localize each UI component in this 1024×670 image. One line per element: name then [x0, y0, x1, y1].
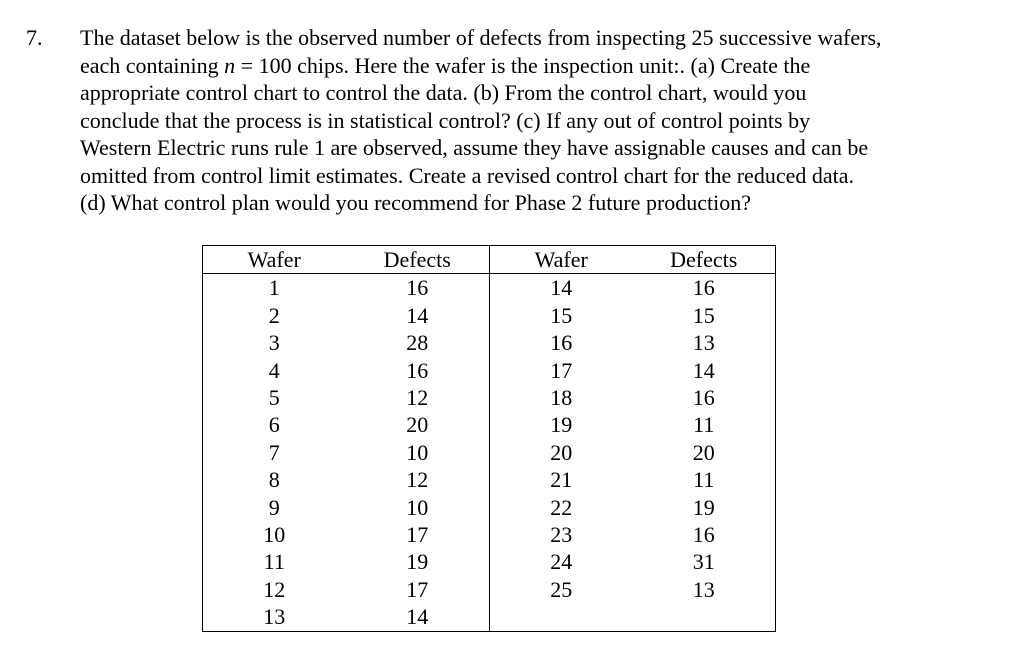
table-row [203, 603, 776, 631]
cell-wafer: 10 [263, 522, 286, 548]
cell-wafer: 11 [263, 549, 285, 575]
cell-wafer: 14 [490, 274, 633, 302]
problem-line-5: Western Electric runs rule 1 are observed, assume they have assignable causes and can be [80, 135, 869, 160]
cell-wafer: 12 [263, 576, 286, 602]
table-row [203, 576, 776, 603]
cell-defects: 17 [406, 522, 429, 548]
cell-wafer: 16 [490, 329, 633, 356]
cell-wafer: 24 [490, 548, 633, 575]
defects-table [202, 245, 776, 632]
variable-n: n [224, 52, 236, 78]
cell-defects: 31 [692, 549, 715, 575]
cell-wafer: 25 [490, 576, 633, 603]
cell-defects: 10 [406, 439, 429, 465]
cell-wafer: 20 [490, 439, 633, 466]
cell-wafer: 13 [263, 604, 286, 630]
table-row [203, 466, 776, 493]
table-row [203, 384, 776, 411]
cell-wafer: 9 [268, 494, 280, 520]
table-header-row [203, 246, 776, 274]
table-row [203, 274, 776, 302]
cell-wafer: 21 [490, 466, 633, 493]
cell-defects: 14 [406, 604, 429, 630]
cell-defects: 20 [692, 439, 715, 465]
cell-defects: 15 [692, 302, 715, 328]
cell-defects: 11 [693, 412, 715, 438]
cell-defects: 13 [692, 330, 715, 356]
cell-wafer: 5 [268, 385, 280, 411]
problem-line-1: The dataset below is the observed number of defects from inspecting 25 successive wafers, [80, 25, 882, 50]
cell-wafer: 8 [268, 467, 280, 493]
header-wafer-1: Wafer [203, 246, 346, 274]
header-defects-1: Defects [346, 246, 490, 274]
problem-statement [80, 24, 980, 217]
cell-wafer: 6 [268, 412, 280, 438]
problem-line-6: omitted from control limit estimates. Create a revised control chart for the reduced data. [80, 162, 854, 188]
cell-defects: 17 [406, 576, 429, 602]
cell-defects: 12 [406, 385, 429, 411]
cell-defects: 16 [692, 275, 715, 301]
cell-wafer: 17 [490, 357, 633, 384]
cell-defects: 12 [406, 467, 429, 493]
cell-defects: 14 [692, 357, 715, 383]
cell-defects: 13 [692, 576, 715, 602]
table-row [203, 329, 776, 356]
problem-line-7: (d) What control plan would you recommend for Phase 2 future production? [80, 190, 752, 215]
table-row [203, 439, 776, 466]
cell-defects: 10 [406, 494, 429, 520]
cell-defects: 11 [693, 467, 715, 493]
problem-line-2 [80, 52, 980, 80]
cell-defects: 16 [406, 357, 429, 383]
cell-defects: 28 [406, 330, 429, 356]
cell-wafer: 1 [268, 275, 280, 301]
cell-wafer: 22 [490, 494, 633, 521]
cell-wafer: 15 [490, 302, 633, 329]
problem-line-2-end: = 100 chips. Here the wafer is the inspection unit:. (a) Create the [235, 52, 811, 78]
cell-wafer: 2 [268, 302, 280, 328]
cell-defects: 16 [406, 275, 429, 301]
cell-wafer: 18 [490, 384, 633, 411]
table-row [203, 494, 776, 521]
cell-wafer: 19 [490, 411, 633, 438]
cell-wafer: 23 [490, 521, 633, 548]
cell-defects: 16 [692, 522, 715, 548]
header-wafer-2: Wafer [490, 246, 633, 274]
problem-line-2-start: each containing [80, 52, 219, 78]
table-row [203, 548, 776, 575]
cell-defects: 14 [406, 302, 429, 328]
table-row [203, 357, 776, 384]
defects-table-container [202, 245, 776, 632]
table-body [203, 274, 776, 631]
table-row [203, 302, 776, 329]
cell-wafer: 4 [268, 357, 280, 383]
cell-wafer: 7 [268, 439, 280, 465]
problem-line-4: conclude that the process is in statistical control? (c) If any out of control points by [80, 107, 811, 133]
cell-wafer: 3 [268, 330, 280, 356]
cell-defects: 19 [692, 494, 715, 520]
table-row [203, 411, 776, 438]
table-row [203, 521, 776, 548]
cell-defects: 19 [406, 549, 429, 575]
problem-number: 7. [26, 25, 43, 50]
cell-defects [633, 603, 776, 631]
cell-defects: 16 [692, 385, 715, 411]
cell-wafer [490, 603, 633, 631]
cell-defects: 20 [406, 412, 429, 438]
problem-line-3: appropriate control chart to control the data. (b) From the control chart, would you [80, 80, 807, 105]
header-defects-2: Defects [633, 246, 776, 274]
